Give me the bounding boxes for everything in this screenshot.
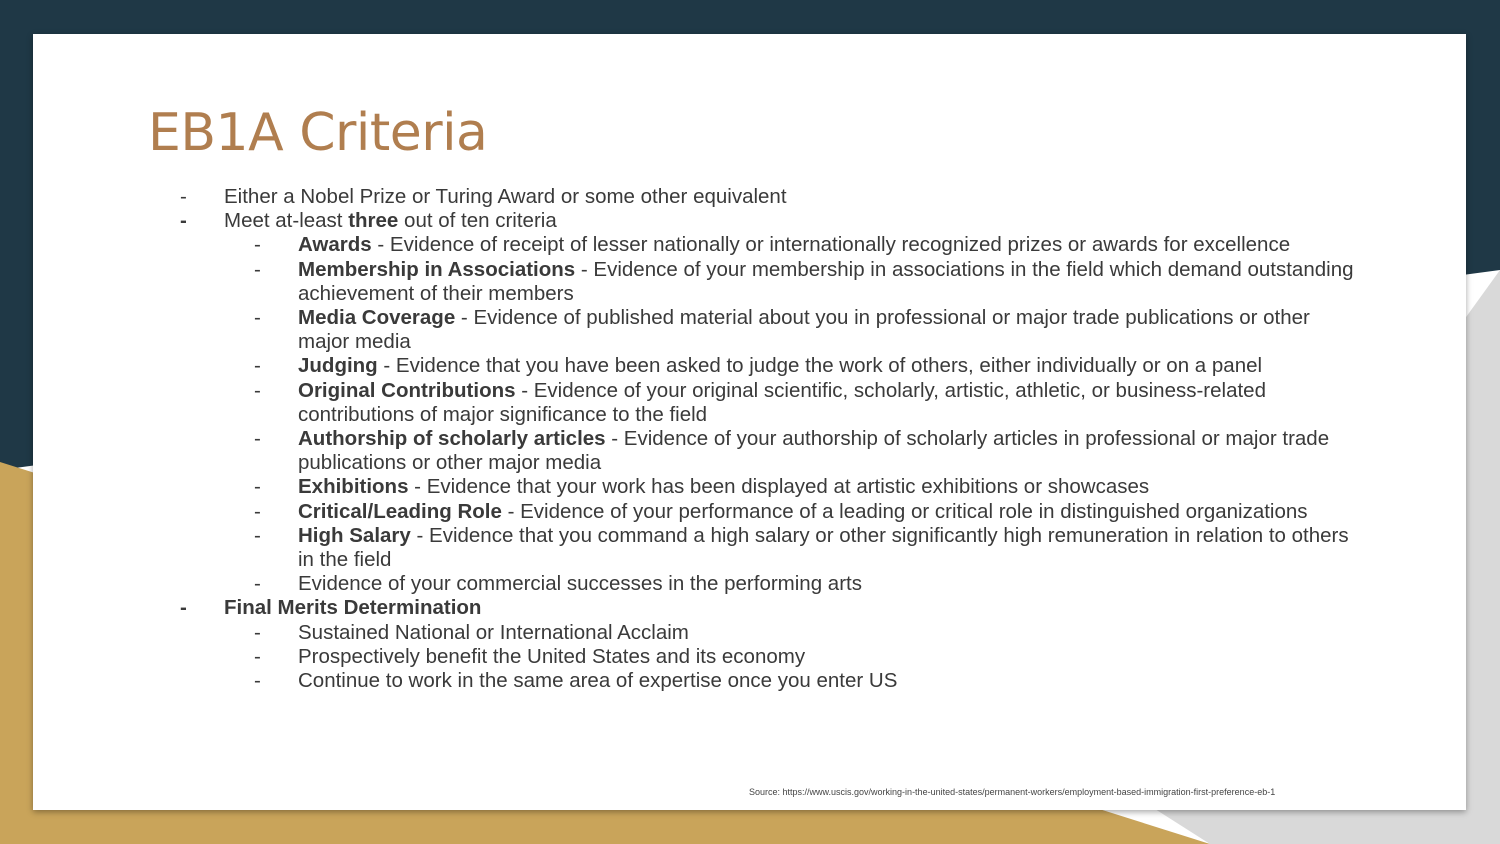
criterion-item [180,427,1360,475]
criterion-name: Critical/Leading Role [298,499,502,523]
merits-sublist-container [180,621,1360,694]
slide-title: EB1A Criteria [148,103,488,163]
bullet-nobel-prize [180,185,1360,209]
criterion-name: Awards [298,233,372,257]
criterion-desc: Evidence of your commercial successes in the performing arts [298,572,862,596]
criteria-sublist [180,233,1360,596]
bullet-text-after: out of ten criteria [398,209,557,233]
merit-text: Continue to work in the same area of expertise once you enter US [298,669,898,693]
merit-dash: - [254,669,261,693]
criterion-item [180,475,1360,499]
criterion-desc: - Evidence of your original scientific, scholarly, artistic, athletic, or business-related contributions of major significance to the field [298,378,1266,426]
criterion-item [180,258,1360,306]
merit-text: Sustained National or International Acclaim [298,620,689,644]
merit-dash: - [254,644,261,668]
criterion-desc: - Evidence of your membership in associations in the field which demand outstanding achievement of their members [298,257,1354,305]
criterion-item [180,524,1360,572]
bullet-final-merits [180,596,1360,620]
merit-item [180,645,1360,669]
criterion-desc: - Evidence of receipt of lesser nationally or internationally recognized prizes or awards for excellence [371,233,1291,257]
merits-sublist [180,621,1360,694]
main-bullet-list [180,185,1360,693]
bullet-text-bold: three [348,209,399,233]
merit-dash: - [254,620,261,644]
criterion-dash: - [254,427,261,451]
criterion-dash: - [254,354,261,378]
criterion-desc: - Evidence that you have been asked to judge the work of others, either individually or on a panel [377,354,1263,378]
bullet-text: Either a Nobel Prize or Turing Award or some other equivalent [224,185,787,208]
criterion-name: Exhibitions [298,475,409,499]
criterion-dash: - [254,306,261,330]
merit-text: Prospectively benefit the United States and its economy [298,644,806,668]
criterion-desc: - Evidence of your authorship of scholarly articles in professional or major trade publications or other major media [298,427,1330,475]
criterion-item [180,379,1360,427]
bullet-text-before: Meet at-least [224,209,349,233]
bullet-dash: - [180,209,187,233]
source-citation: Source: https://www.uscis.gov/working-in-the-united-states/permanent-workers/employment-based-immigration-first-preference-eb-1 [749,787,1276,797]
criterion-item [180,572,1360,596]
bullet-dash: - [180,185,187,208]
criterion-name: High Salary [298,523,411,547]
criterion-item [180,354,1360,378]
criterion-dash: - [254,499,261,523]
criterion-name: Membership in Associations [298,257,576,281]
criterion-desc: - Evidence of published material about you in professional or major trade publications or other major media [298,306,1310,354]
criterion-dash: - [254,572,261,596]
bullet-three-of-ten [180,209,1360,233]
criteria-content [180,185,1360,693]
criterion-desc: - Evidence of your performance of a leading or critical role in distinguished organizations [501,499,1308,523]
criterion-name: Media Coverage [298,306,456,330]
merit-item [180,669,1360,693]
criterion-dash: - [254,257,261,281]
bullet-dash: - [180,596,187,620]
merit-item [180,621,1360,645]
criterion-dash: - [254,378,261,402]
criterion-item [180,306,1360,354]
criterion-name: Authorship of scholarly articles [298,427,606,451]
criterion-item [180,500,1360,524]
criterion-dash: - [254,233,261,257]
criterion-desc: - Evidence that your work has been displayed at artistic exhibitions or showcases [408,475,1150,499]
criteria-sublist-container [180,233,1360,596]
criterion-name: Judging [298,354,378,378]
criterion-item [180,233,1360,257]
criterion-dash: - [254,475,261,499]
criterion-dash: - [254,523,261,547]
criterion-name: Original Contributions [298,378,516,402]
bullet-text: Final Merits Determination [224,596,482,620]
criterion-desc: - Evidence that you command a high salary or other significantly high remuneration in relation to others in the field [298,523,1349,572]
